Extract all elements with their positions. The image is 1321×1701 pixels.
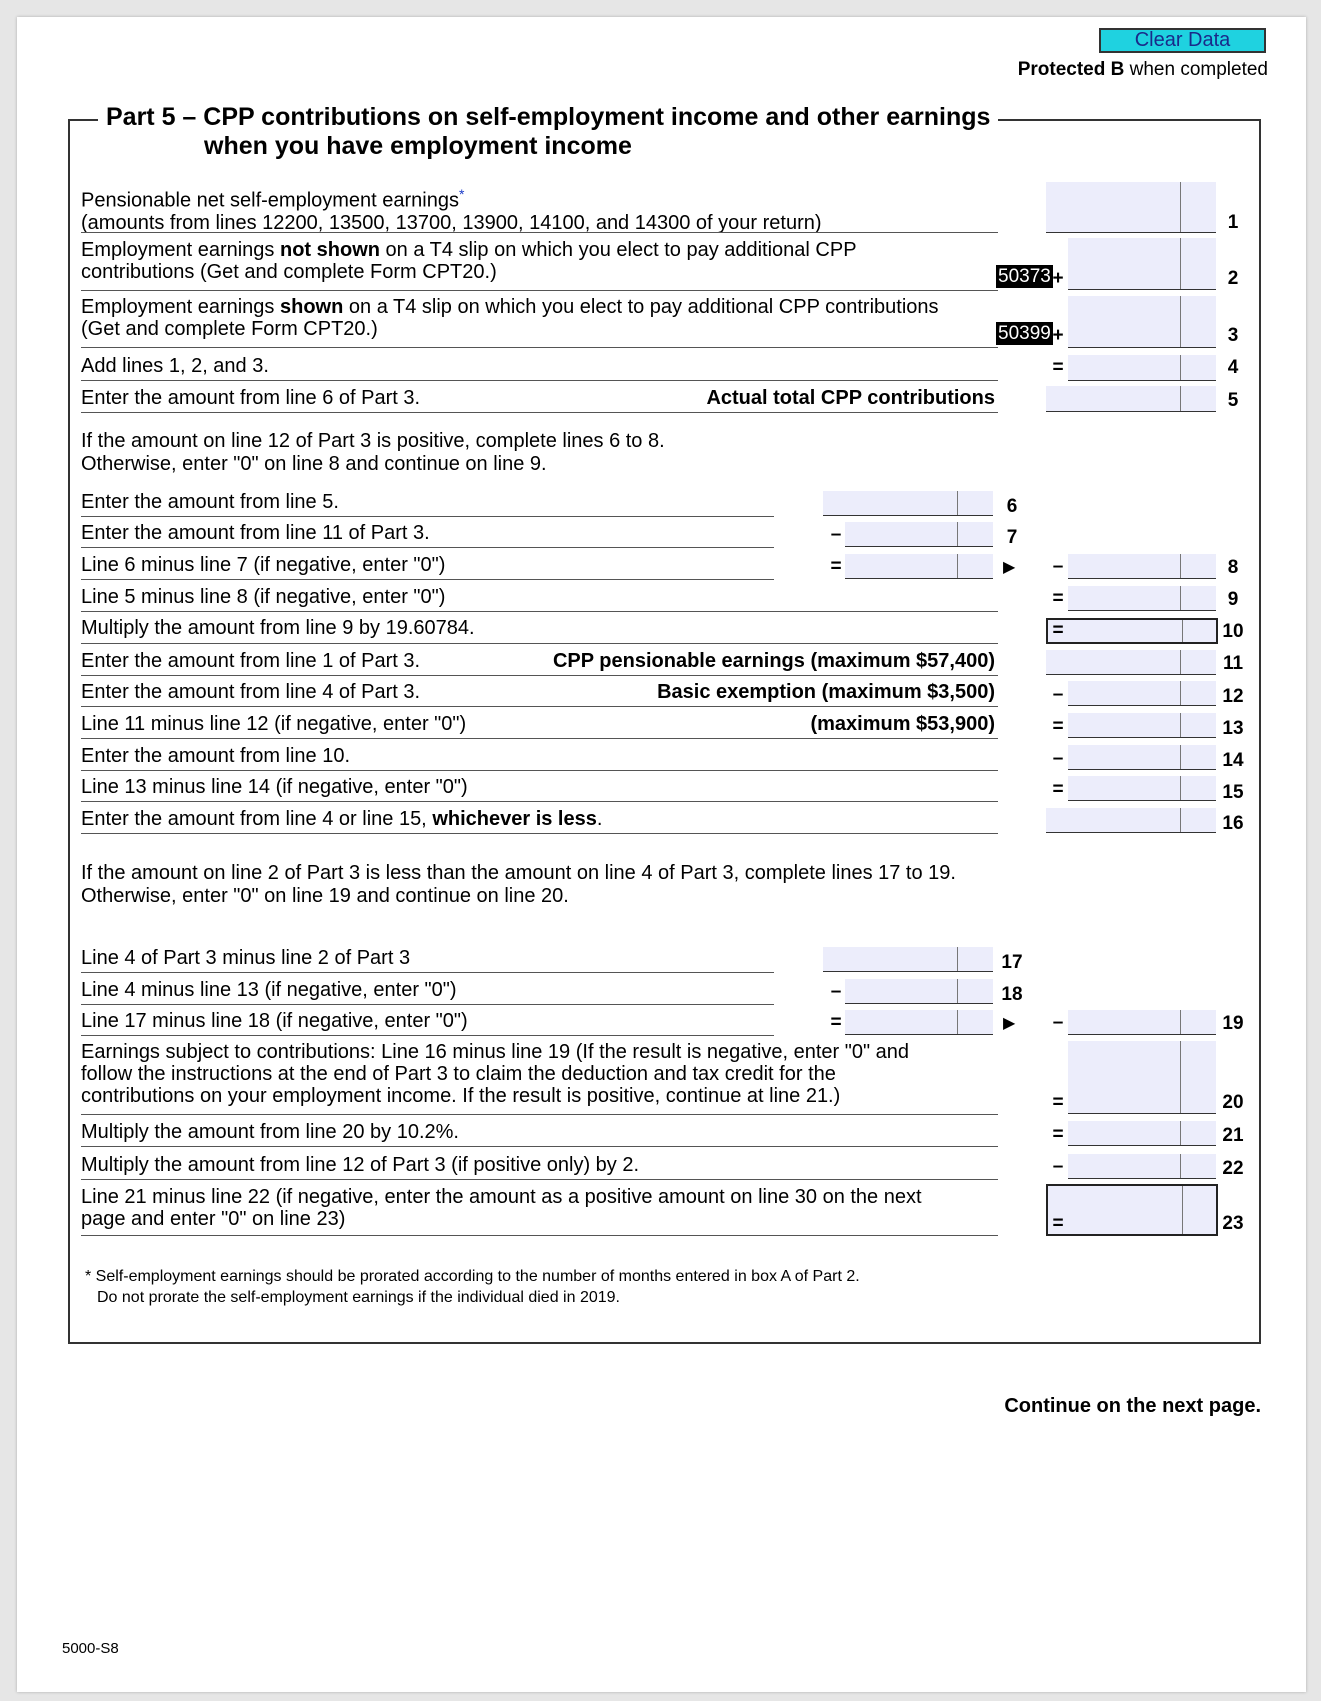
divider	[81, 675, 998, 676]
line23-text-a: Line 21 minus line 22 (if negative, enter the amount as a positive amount on line 30 on the next	[81, 1186, 922, 1208]
equals-sign: =	[830, 556, 842, 577]
divider	[81, 1035, 774, 1036]
equals-sign: =	[1052, 357, 1064, 378]
footnote-asterisk: *	[459, 186, 465, 202]
line-number: 10	[1222, 621, 1244, 642]
line3-bold: shown	[279, 296, 344, 318]
equals-sign: =	[1052, 1124, 1064, 1145]
line-number: 17	[1001, 952, 1023, 973]
line14-input[interactable]	[1068, 745, 1216, 770]
line-number: 20	[1222, 1092, 1244, 1113]
line20-text-a: Earnings subject to contributions: Line 16 minus line 19 (If the result is negative, enter "0" and	[81, 1041, 910, 1063]
instruction-paragraph-2	[81, 862, 956, 908]
line16-pre: Enter the amount from line 4 or line 15,	[81, 808, 433, 830]
line-number: 19	[1222, 1013, 1244, 1034]
divider	[81, 706, 998, 707]
line22-input[interactable]	[1068, 1154, 1216, 1179]
divider	[81, 579, 774, 580]
line20-text-b: follow the instructions at the end of Part 3 to claim the deduction and tax credit for the	[81, 1063, 836, 1085]
line12-label: Enter the amount from line 4 of Part 3.	[81, 681, 421, 703]
divider	[81, 1235, 998, 1236]
line5-label: Enter the amount from line 6 of Part 3.	[81, 387, 421, 409]
line23-label	[81, 1186, 922, 1230]
line1-input[interactable]	[1046, 182, 1216, 233]
line4-input[interactable]	[1068, 355, 1216, 381]
line5-input[interactable]	[1046, 386, 1216, 412]
line9-input[interactable]	[1068, 586, 1216, 611]
minus-sign: –	[1052, 1156, 1064, 1177]
line7-label: Enter the amount from line 11 of Part 3.	[81, 522, 430, 544]
line2-post: on a T4 slip on which you elect to pay additional CPP	[379, 239, 857, 261]
line9-label: Line 5 minus line 8 (if negative, enter "0")	[81, 586, 446, 608]
line12-input[interactable]	[1068, 681, 1216, 706]
line20-input[interactable]	[1068, 1041, 1216, 1114]
plus-sign: +	[1052, 268, 1064, 289]
line-number: 13	[1222, 718, 1244, 739]
line3-input[interactable]	[1068, 296, 1216, 348]
line19-sub-input[interactable]	[845, 1010, 993, 1035]
line-number: 23	[1222, 1213, 1244, 1234]
line15-input[interactable]	[1068, 776, 1216, 801]
divider	[81, 611, 998, 612]
divider	[81, 547, 774, 548]
line-number: 22	[1222, 1158, 1244, 1179]
line22-label: Multiply the amount from line 12 of Part 3 (if positive only) by 2.	[81, 1154, 640, 1176]
divider	[81, 738, 998, 739]
line15-label: Line 13 minus line 14 (if negative, enter "0")	[81, 776, 468, 798]
minus-sign: –	[830, 981, 842, 1002]
line21-input[interactable]	[1068, 1121, 1216, 1146]
line-number: 14	[1222, 750, 1244, 771]
para2-line-a: If the amount on line 2 of Part 3 is less than the amount on line 4 of Part 3, complete lines 17 to 19.	[81, 862, 956, 884]
line20-text-c: contributions on your employment income. If the result is positive, continue at line 21.)	[81, 1085, 841, 1107]
line3-code: 50399	[998, 323, 1051, 344]
line1-text-a: Pensionable net self-employment earnings	[81, 189, 459, 212]
footnote	[85, 1266, 860, 1308]
divider	[81, 290, 998, 291]
line8-sub-input[interactable]	[845, 554, 993, 579]
right-arrow-icon: ▶	[1003, 1015, 1016, 1032]
minus-sign: –	[1052, 684, 1064, 705]
line-number: 7	[1006, 527, 1018, 548]
line-number: 12	[1222, 686, 1244, 707]
instruction-paragraph-1	[81, 430, 665, 476]
line11-label: Enter the amount from line 1 of Part 3.	[81, 650, 421, 672]
line18-input[interactable]	[845, 979, 993, 1004]
line17-input[interactable]	[823, 947, 993, 972]
para2-line-b: Otherwise, enter "0" on line 19 and continue on line 20.	[81, 885, 569, 907]
equals-sign: =	[1052, 779, 1064, 800]
line-number: 6	[1006, 496, 1018, 517]
para1-line-b: Otherwise, enter "0" on line 8 and continue on line 9.	[81, 453, 547, 475]
line3-label	[81, 296, 939, 340]
line13-right-label: (maximum $53,900)	[810, 713, 995, 735]
divider	[81, 347, 998, 348]
line6-input[interactable]	[823, 491, 993, 516]
equals-sign: =	[1052, 716, 1064, 737]
line23-input[interactable]	[1046, 1184, 1218, 1236]
line19-input[interactable]	[1068, 1010, 1216, 1035]
line2-text-b: contributions (Get and complete Form CPT20.)	[81, 261, 497, 283]
line13-label: Line 11 minus line 12 (if negative, enter "0")	[81, 713, 467, 735]
line-number: 11	[1222, 653, 1244, 674]
divider	[81, 516, 774, 517]
line3-text-b: (Get and complete Form CPT20.)	[81, 318, 378, 340]
line17-label: Line 4 of Part 3 minus line 2 of Part 3	[81, 947, 411, 969]
continue-label: Continue on the next page.	[1004, 1395, 1261, 1417]
line16-input[interactable]	[1046, 808, 1216, 833]
footnote-line-1: * Self-employment earnings should be prorated according to the number of months entered in box A of Part 2.	[85, 1268, 860, 1285]
line-number: 9	[1227, 589, 1239, 610]
equals-sign: =	[830, 1012, 842, 1033]
footnote-line-2: Do not prorate the self-employment earnings if the individual died in 2019.	[97, 1289, 620, 1306]
line18-label: Line 4 minus line 13 (if negative, enter "0")	[81, 979, 457, 1001]
protected-bold: Protected B	[1017, 59, 1125, 80]
line-number: 8	[1227, 557, 1239, 578]
divider	[81, 412, 998, 413]
divider	[81, 972, 774, 973]
line2-label	[81, 239, 857, 283]
part-title-line1: Part 5 – CPP contributions on self-employment income and other earnings	[106, 103, 991, 131]
line11-right-label: CPP pensionable earnings (maximum $57,400)	[552, 650, 995, 672]
protected-b-label	[1018, 59, 1268, 81]
divider	[81, 232, 998, 233]
divider	[81, 1004, 774, 1005]
part-title-line2: when you have employment income	[204, 132, 632, 160]
line3-post: on a T4 slip on which you elect to pay additional CPP contributions	[343, 296, 939, 318]
line1-label	[81, 183, 822, 234]
line-number: 16	[1222, 813, 1244, 834]
divider	[81, 643, 998, 644]
minus-sign: –	[830, 524, 842, 545]
form-number: 5000-S8	[62, 1640, 119, 1657]
clear-data-button[interactable]: Clear Data	[1099, 28, 1266, 53]
line-number: 1	[1227, 212, 1239, 233]
line2-pre: Employment earnings	[81, 239, 280, 261]
part-title	[98, 103, 998, 161]
line20-label	[81, 1041, 909, 1107]
equals-sign: =	[1052, 588, 1064, 609]
line8-label: Line 6 minus line 7 (if negative, enter "0")	[81, 554, 446, 576]
line2-input[interactable]	[1068, 238, 1216, 290]
line16-label	[81, 808, 602, 830]
line8-input[interactable]	[1068, 554, 1216, 579]
line-number: 15	[1222, 782, 1244, 803]
line11-input[interactable]	[1046, 650, 1216, 675]
line3-pre: Employment earnings	[81, 296, 280, 318]
line21-label: Multiply the amount from line 20 by 10.2%.	[81, 1121, 459, 1143]
line12-right-label: Basic exemption (maximum $3,500)	[657, 681, 995, 703]
equals-sign: =	[1052, 620, 1064, 641]
line-number: 2	[1227, 268, 1239, 289]
line10-label: Multiply the amount from line 9 by 19.60784.	[81, 617, 475, 639]
divider	[81, 1146, 998, 1147]
line16-bold: whichever is less	[432, 808, 597, 830]
equals-sign: =	[1052, 1092, 1064, 1113]
line14-label: Enter the amount from line 10.	[81, 745, 351, 767]
line-number: 21	[1222, 1125, 1244, 1146]
divider	[81, 770, 998, 771]
line1-text-b: (amounts from lines 12200, 13500, 13700, 13900, 14100, and 14300 of your return)	[81, 211, 822, 234]
protected-rest: when completed	[1129, 59, 1268, 80]
divider	[81, 801, 998, 802]
line6-label: Enter the amount from line 5.	[81, 491, 339, 513]
line4-label: Add lines 1, 2, and 3.	[81, 355, 269, 377]
divider	[81, 380, 998, 381]
line-number: 18	[1001, 984, 1023, 1005]
line5-right-label: Actual total CPP contributions	[706, 387, 995, 409]
line2-bold: not shown	[279, 239, 380, 261]
divider	[81, 833, 998, 834]
line23-text-b: page and enter "0" on line 23)	[81, 1208, 346, 1230]
line7-input[interactable]	[845, 522, 993, 547]
plus-sign: +	[1052, 325, 1064, 346]
line-number: 4	[1227, 357, 1239, 378]
line16-post: .	[596, 808, 603, 830]
right-arrow-icon: ▶	[1003, 559, 1016, 576]
divider	[81, 1114, 998, 1115]
equals-sign: =	[1052, 1213, 1064, 1234]
para1-line-a: If the amount on line 12 of Part 3 is positive, complete lines 6 to 8.	[81, 430, 665, 452]
minus-sign: –	[1052, 1012, 1064, 1033]
line-number: 3	[1227, 325, 1239, 346]
line-number: 5	[1227, 390, 1239, 411]
line19-label: Line 17 minus line 18 (if negative, enter "0")	[81, 1010, 468, 1032]
line2-code: 50373	[998, 266, 1051, 287]
minus-sign: –	[1052, 748, 1064, 769]
divider	[81, 1179, 998, 1180]
minus-sign: –	[1052, 556, 1064, 577]
line10-input[interactable]	[1046, 618, 1218, 644]
line13-input[interactable]	[1068, 713, 1216, 738]
